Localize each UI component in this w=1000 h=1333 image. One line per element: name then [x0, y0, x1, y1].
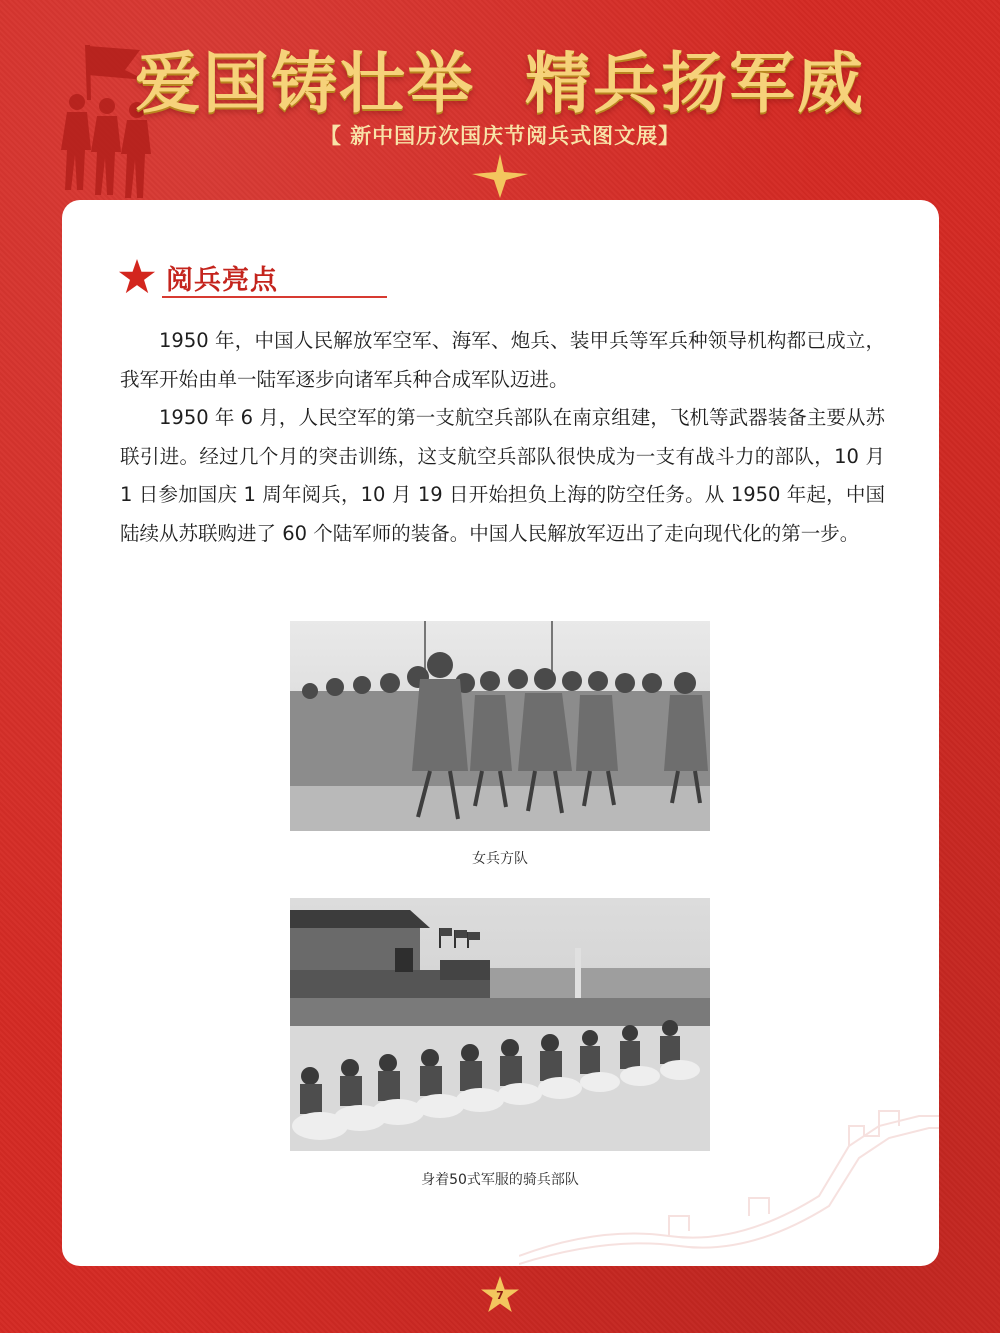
content-card: [62, 200, 939, 1266]
section-underline: [162, 296, 387, 298]
page-number: 7: [496, 1289, 504, 1302]
paragraph-2: 1950 年 6 月，人民空军的第一支航空兵部队在南京组建，飞机等武器装备主要从苏联引进。经过几个月的突击训练，这支航空兵部队很快成为一支有战斗力的部队，10 月 1 日参加国庆 1 周年阅兵，10 月 19 日开始担负上海的防空任务。从 1950 年起，中国陆续从苏联购进了 60 个陆军师的装备。中国人民解放军迈出了走向现代化的第一步。: [120, 406, 885, 545]
gold-star-icon: [470, 152, 530, 200]
photo-women-soldiers: [290, 621, 710, 831]
page-subtitle: 【 新中国历次国庆节阅兵式图文展】: [319, 123, 681, 148]
section-title: 阅兵亮点: [166, 265, 278, 296]
red-star-icon: [118, 258, 156, 296]
photo-caption: 身着50式军服的骑兵部队: [421, 1172, 579, 1188]
paragraph-1: 1950 年，中国人民解放军空军、海军、炮兵、装甲兵等军兵种领导机构都已成立，我军开始由单一陆军逐步向诸军兵种合成军队迈进。: [120, 329, 885, 391]
section-header: [118, 256, 333, 300]
great-wall-decoration: [519, 1086, 939, 1266]
page-number-badge: [480, 1275, 520, 1315]
page-title: 爱国铸壮举 精兵扬军威: [135, 44, 865, 122]
photo-caption: 女兵方队: [472, 851, 528, 867]
article-body: [120, 322, 885, 553]
